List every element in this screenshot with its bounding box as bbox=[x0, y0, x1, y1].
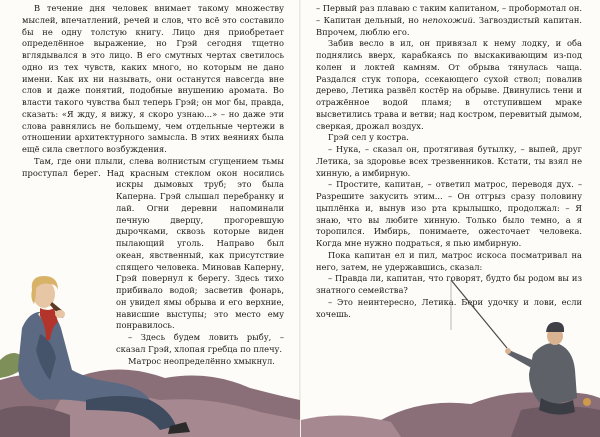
paragraph: – Нука, – сказал он, протягивая бутылку, – выпей, друг Летика, за здоровье всех трезвенников. Кстати, ты взял не хинную, а имбирную. bbox=[316, 144, 582, 178]
paragraph: Там, где они плыли, слева волнистым сгущением тьмы проступал берег. Над красным стеклом окон носились искры дымовых труб; это была Каперна. Грэй слышал перебранку и лай. Огни деревни напоминали печную дверцу, прогоревшую дырочками, сквозь которые виден пылающий уголь. Направо был океан, явственный, как присутствие спящего человека. Миновав Каперну, Грэй повернул к берегу. Здесь тихо прибивало водой; засветив фонарь, он увидел ямы обрыва и его верхние, нависшие выступы; это место ему понравилось. bbox=[22, 155, 284, 331]
paragraph: – Здесь будем ловить рыбу, – сказал Грэй, хлопая гребца по плечу. bbox=[116, 332, 284, 354]
paragraph: Пока капитан ел и пил, матрос искоса посматривал на него, затем, не удержавшись, сказал: bbox=[316, 249, 582, 272]
right-page bbox=[301, 0, 600, 437]
paragraph: Матрос неопределённо хмыкнул. bbox=[128, 355, 275, 366]
italic-word: непохожий bbox=[422, 14, 473, 25]
fisherman-illustration bbox=[301, 270, 600, 437]
paragraph: – Простите, капитан, – ответил матрос, переводя дух. – Разрешите закусить этим... – Он отгрыз сразу половину цыплёнка и, вынув изо рта крылышко, продолжал: – Я знаю, что вы любите хинную. Только было темно, а я торопился. Имбирь, понимаете, ожесточает человека. Когда мне нужно подраться, я пью имбирную. bbox=[316, 179, 582, 248]
paragraph: Забив весло в ил, он привязал к нему лодку, и оба поднялись вверх, карабкаясь по выскакивающим из-под колен и локтей камням. От обрыва тянулась чаща. Раздался стук топора, ссекающего сухой ствол; повалив дерево, Летика развёл костёр на обрыве. Двинулись тени и отражённое водой пламя; в отступившем мраке высветились трава и ветви; над костром, перевитый дымом, сверкая, дрожал воздух. bbox=[316, 38, 582, 131]
sailor-with-pipe-illustration bbox=[0, 250, 300, 437]
paragraph: – Это неинтересно, Летика. Бери удочку и лови, если хочешь. bbox=[316, 296, 582, 319]
paragraph: Грэй сел у костра. bbox=[328, 132, 409, 143]
paragraph: – Первый раз плаваю с таким капитаном, – пробормотал он. – Капитан дельный, но непохожий. Загвоздистый капитан. Впрочем, люблю его. bbox=[316, 3, 582, 37]
paragraph: – Правда ли, капитан, что говорят, будто бы родом вы из знатного семейства? bbox=[316, 273, 582, 295]
paragraph: В течение дня человек внимает такому множеству мыслей, впечатлений, речей и слов, что всё это составило бы не одну толстую книгу. Лицо дня приобретает определённое выражение, но Грэй сегодня тщетно вглядывался в это лицо. В его смутных чертах светилось одно из тех чувств, каких много, но которым не дано имени. Как их ни называть, они останутся навсегда вне слов и даже понятий, подобные внушению аромата. Во власти такого чувства был теперь Грэй; он мог бы, правда, сказать: «Я жду, я вижу, я скоро узнаю...» – но даже эти слова равнялись не большему, чем отдельные чертежи в отношении архитектурного замысла. В этих веяниях была ещё сила светлого возбуждения. bbox=[22, 3, 284, 154]
